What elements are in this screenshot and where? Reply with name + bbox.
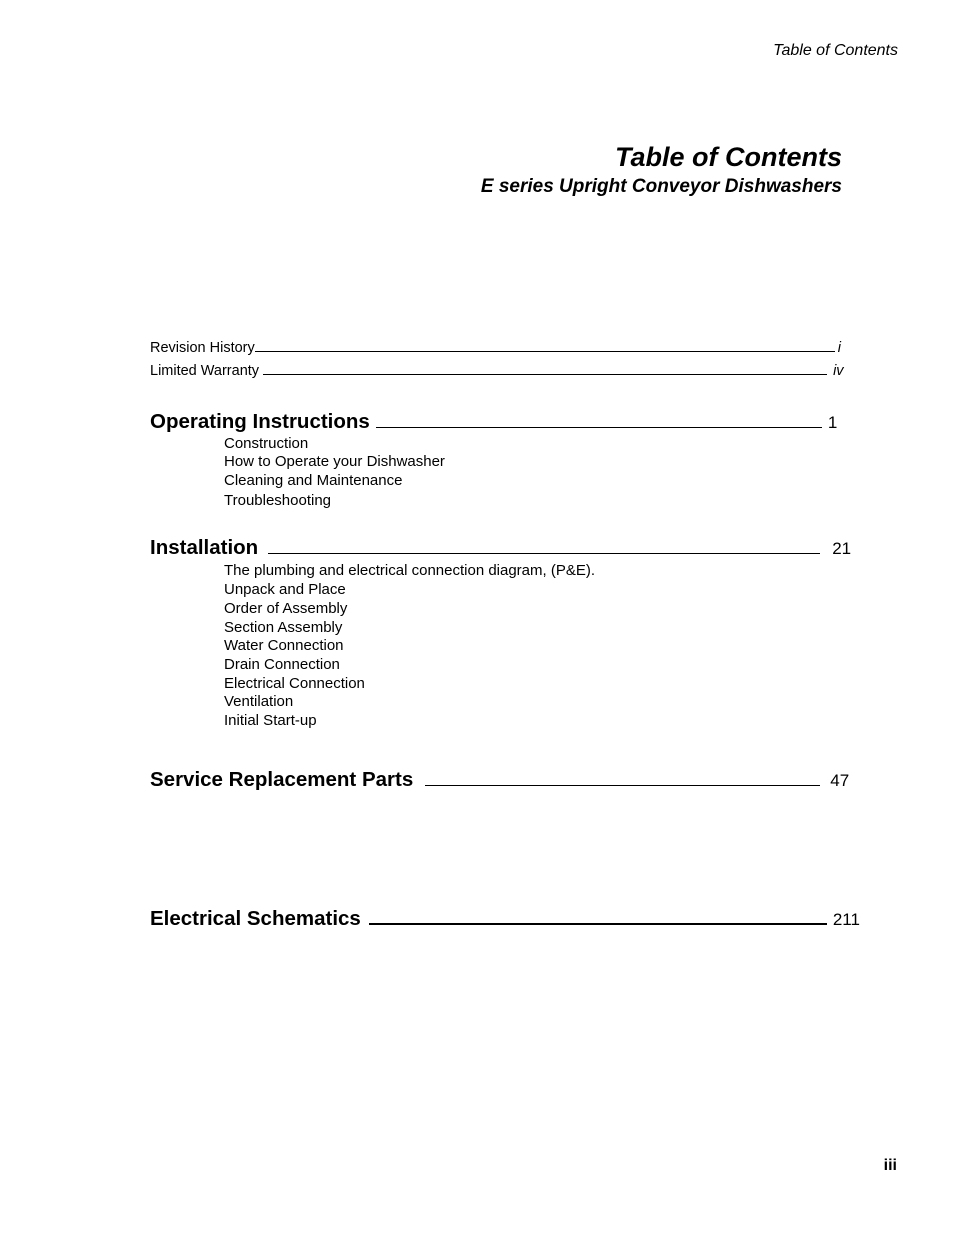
toc-subitem[interactable]: How to Operate your Dishwasher bbox=[224, 453, 445, 470]
toc-section-service-replacement-parts[interactable] bbox=[150, 768, 849, 792]
toc-section-electrical-schematics[interactable] bbox=[150, 907, 860, 931]
running-header: Table of Contents bbox=[773, 42, 898, 59]
toc-entry-limited-warranty[interactable] bbox=[150, 363, 844, 379]
leader-line bbox=[425, 785, 820, 786]
toc-subitem[interactable]: Electrical Connection bbox=[224, 675, 365, 692]
page-title: Table of Contents bbox=[615, 142, 842, 172]
toc-section-page: 211 bbox=[832, 910, 860, 929]
toc-section-page: 47 bbox=[830, 771, 850, 790]
toc-section-label: Installation bbox=[150, 536, 259, 559]
leader-line bbox=[263, 374, 827, 375]
toc-entry-page: iv bbox=[833, 363, 844, 379]
page-number: iii bbox=[883, 1157, 897, 1174]
toc-entry-revision-history[interactable] bbox=[150, 340, 841, 356]
toc-subitem[interactable]: Drain Connection bbox=[224, 656, 340, 673]
toc-section-label: Operating Instructions bbox=[150, 410, 370, 433]
toc-subitem[interactable]: Initial Start-up bbox=[224, 712, 317, 729]
toc-subitem[interactable]: The plumbing and electrical connection diagram, (P&E). bbox=[224, 562, 596, 579]
leader-line bbox=[369, 923, 827, 925]
leader-line bbox=[268, 553, 820, 554]
toc-subitem[interactable]: Unpack and Place bbox=[224, 581, 346, 598]
toc-section-page: 21 bbox=[832, 539, 852, 558]
toc-subitem[interactable]: Section Assembly bbox=[224, 619, 343, 636]
toc-section-operating-instructions[interactable] bbox=[150, 410, 837, 434]
toc-subitem[interactable]: Order of Assembly bbox=[224, 600, 348, 617]
toc-entry-label: Limited Warranty bbox=[150, 363, 260, 379]
toc-subitem[interactable]: Ventilation bbox=[224, 693, 294, 710]
page-subtitle: E series Upright Conveyor Dishwashers bbox=[480, 176, 842, 197]
leader-line bbox=[376, 427, 822, 428]
toc-subitem[interactable]: Construction bbox=[224, 435, 309, 452]
toc-section-label: Electrical Schematics bbox=[150, 907, 361, 930]
toc-section-page: 1 bbox=[827, 413, 838, 432]
toc-subitem[interactable]: Cleaning and Maintenance bbox=[224, 472, 403, 489]
toc-section-label: Service Replacement Parts bbox=[150, 768, 414, 791]
leader-line bbox=[255, 351, 835, 352]
toc-entry-page: i bbox=[837, 340, 841, 356]
toc-subitem[interactable]: Troubleshooting bbox=[224, 492, 332, 509]
toc-subitem[interactable]: Water Connection bbox=[224, 637, 344, 654]
toc-section-installation[interactable] bbox=[150, 536, 851, 560]
toc-entry-label: Revision History bbox=[150, 340, 255, 356]
